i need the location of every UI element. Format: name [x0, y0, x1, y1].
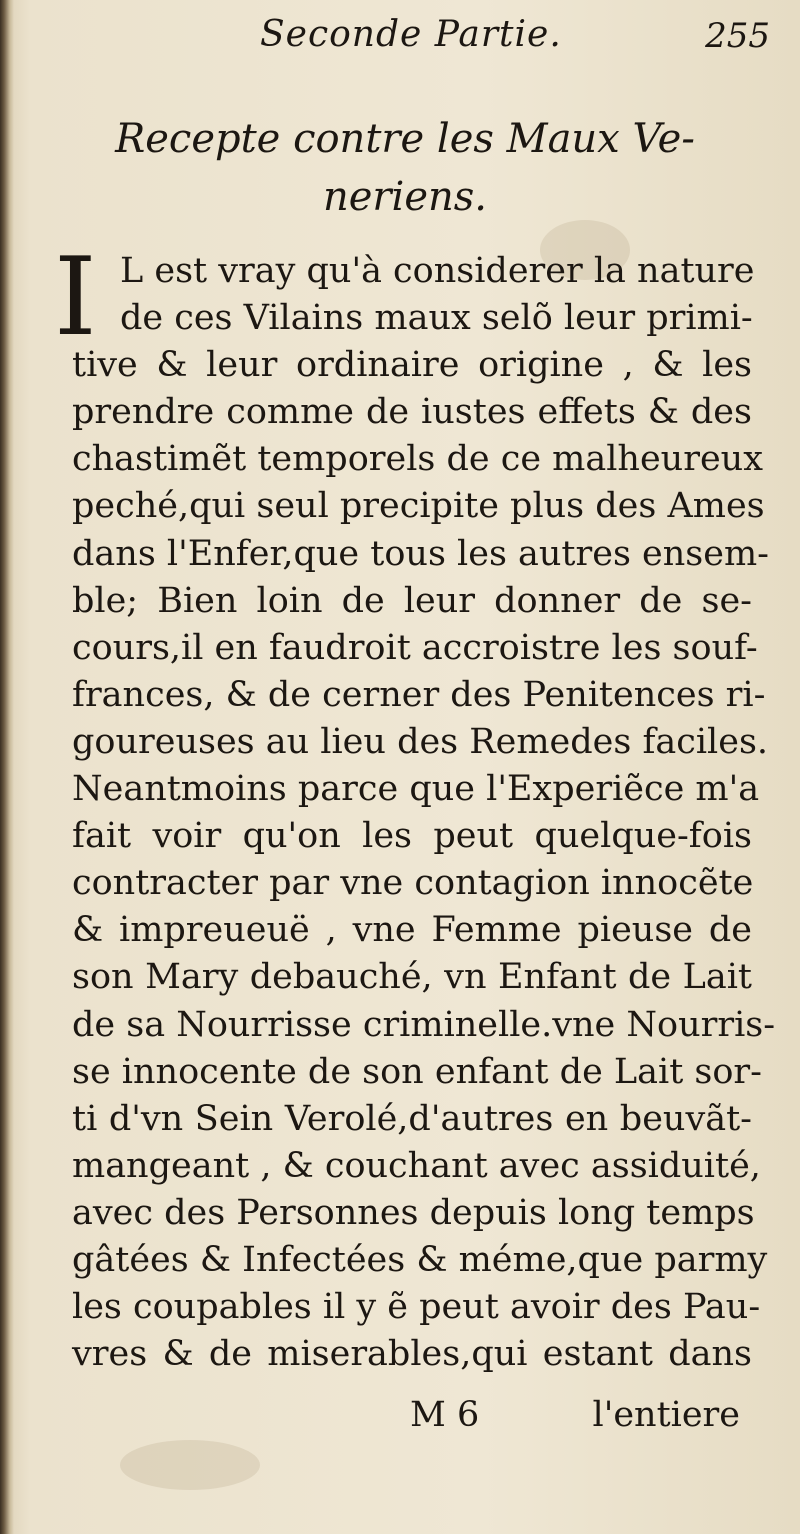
text-line: mangeant , & couchant avec assiduité,: [72, 1145, 761, 1186]
running-title: Seconde Partie.: [260, 14, 562, 55]
heading-line: neriens.: [322, 174, 488, 220]
running-header: [60, 14, 770, 64]
text-line: frances, & de cerner des Penitences ri-: [72, 674, 766, 715]
text-line: goureuses au lieu des Remedes faciles.: [72, 721, 769, 762]
body-text: [54, 235, 776, 1378]
text-line: les coupables il y ẽ peut avoir des Pau-: [72, 1287, 761, 1328]
text-line: peché,qui seul precipite plus des Ames: [72, 486, 765, 527]
drop-capital: I: [54, 235, 97, 360]
text-line: ble; Bien loin de leur donner de se-: [72, 580, 752, 621]
text-line: tive & leur ordinaire origine , & les: [72, 345, 752, 386]
text-line: son Mary debauché, vn Enfant de Lait: [72, 957, 752, 998]
text-line: de ces Vilains maux selõ leur primi-: [120, 298, 753, 339]
signature-mark: M 6: [410, 1395, 480, 1435]
text-line: & impreueuë , vne Femme pieuse de: [72, 910, 752, 951]
text-line: fait voir qu'on les peut quelque-fois: [72, 816, 752, 857]
catchword: l'entiere: [592, 1395, 740, 1435]
text-line: contracter par vne contagion innocẽte: [72, 863, 754, 904]
text-line: prendre comme de iustes effets & des: [72, 392, 752, 433]
binding-gutter: [0, 0, 14, 1534]
page-number: 255: [705, 16, 770, 56]
text-line: dans l'Enfer,que tous les autres ensem-: [72, 533, 769, 574]
text-line: gâtées & Infectées & méme,que parmy: [72, 1239, 768, 1280]
page-footer: [60, 1395, 760, 1445]
text-line: ti d'vn Sein Verolé,d'autres en beuvãt-: [72, 1098, 752, 1139]
section-heading: [60, 110, 750, 226]
text-line: avec des Personnes depuis long temps: [72, 1192, 755, 1233]
text-line: de sa Nourrisse criminelle.vne Nourris-: [72, 1004, 776, 1045]
text-line: vres & de miserables,qui estant dans: [72, 1334, 752, 1375]
text-line: L est vray qu'à considerer la nature: [120, 251, 755, 291]
heading-line: Recepte contre les Maux Ve-: [115, 116, 695, 162]
paper-stain: [120, 1440, 260, 1490]
text-line: Neantmoins parce que l'Experiẽce m'a: [72, 769, 760, 810]
text-line: cours,il en faudroit accroistre les souf-: [72, 627, 758, 668]
text-line: chastimẽt temporels de ce malheureux: [72, 439, 763, 480]
text-line: se innocente de son enfant de Lait sor-: [72, 1051, 762, 1092]
